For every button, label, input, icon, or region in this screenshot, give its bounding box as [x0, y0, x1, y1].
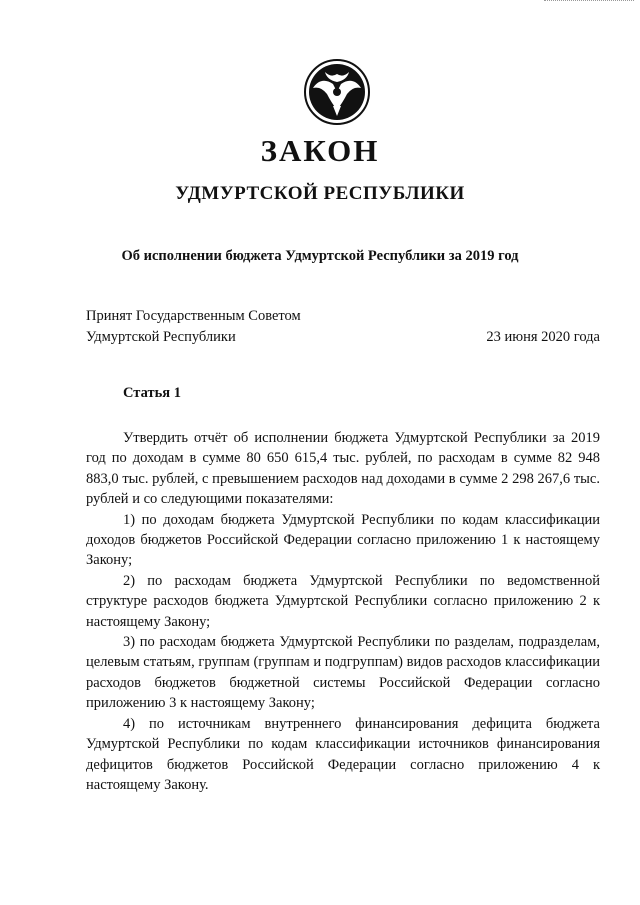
- adoption-line-2: Удмуртской Республики: [86, 329, 236, 345]
- document-title: ЗАКОН: [260, 133, 380, 168]
- article-paragraph: 2) по расходам бюджета Удмуртской Республики по ведомственной структуре расходов бюджета Удмуртской Республики согласно приложению 2 к настоящему Закону;: [86, 572, 600, 630]
- article-paragraph: 3) по расходам бюджета Удмуртской Республики по разделам, подразделам, целевым статьям, группам (группам и подгруппам) видов расходов классификации расходов бюджетов бюджетной системы Российской Федерации согласно приложению 3 к настоящему Закону;: [86, 634, 600, 712]
- article-paragraph: 4) по источникам внутреннего финансирования дефицита бюджета Удмуртской Республики по кодам классификации источников финансирования дефицитов бюджетов Российской Федерации согласно приложению 4 к настоящему Закону.: [86, 715, 600, 793]
- adoption-date: 23 июня 2020 года: [486, 329, 600, 345]
- adoption-block: [86, 306, 301, 348]
- article-title: Статья 1: [123, 385, 181, 401]
- article-body: [86, 428, 600, 795]
- article-paragraph: 1) по доходам бюджета Удмуртской Республики по кодам классификации доходов бюджетов Российской Федерации согласно приложению 1 к настоящему Закону;: [86, 511, 600, 569]
- coat-of-arms-icon: [303, 58, 371, 126]
- adoption-line-1: Принят Государственным Советом: [86, 308, 301, 324]
- document-subject: Об исполнении бюджета Удмуртской Республики за 2019 год: [121, 248, 519, 264]
- scan-mark: [544, 0, 634, 4]
- document-subtitle: УДМУРТСКОЙ РЕСПУБЛИКИ: [175, 183, 465, 204]
- article-paragraph: Утвердить отчёт об исполнении бюджета Удмуртской Республики за 2019 год по доходам в сумме 80 650 615,4 тыс. рублей, по расходам в сумме 82 948 883,0 тыс. рублей, с превышением расходов над доходами в сумме 2 298 267,6 тыс. рублей и со следующими показателями:: [86, 430, 600, 508]
